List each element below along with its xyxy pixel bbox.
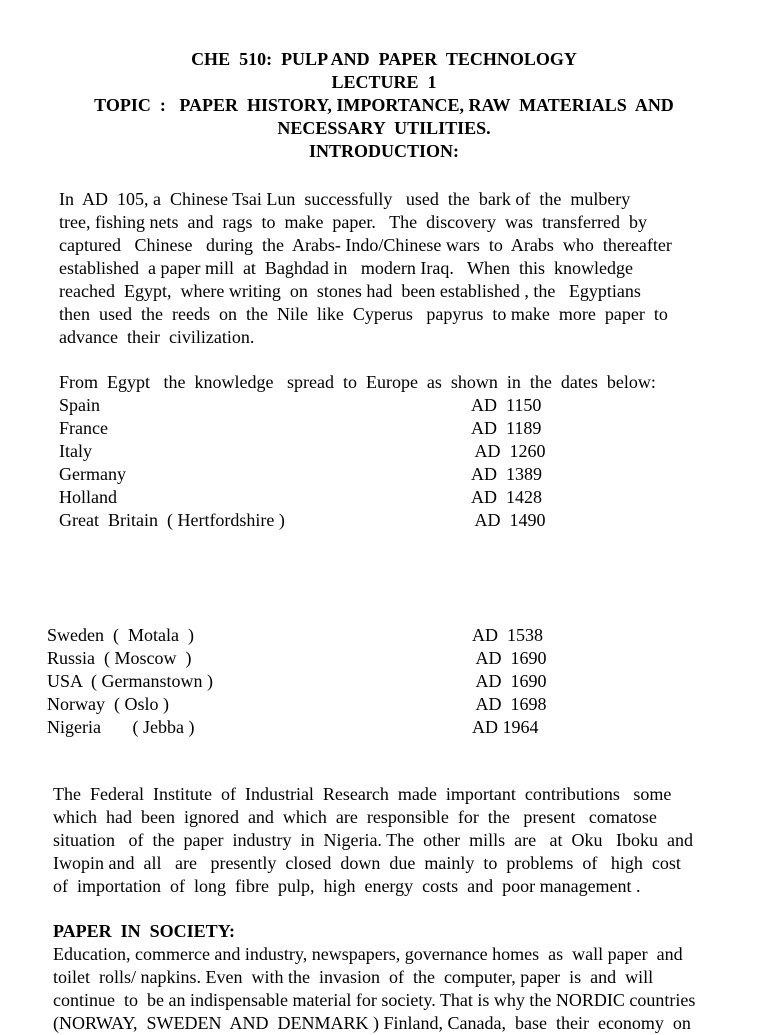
country-name: Norway ( Oslo ) [47, 694, 169, 714]
country-name: Nigeria ( Jebba ) [47, 717, 195, 737]
year-value: AD 1150 [471, 395, 542, 415]
paragraph-line: established a paper mill at Baghdad in modern Iraq. When this knowledge [59, 258, 634, 278]
country-name: France [59, 418, 108, 438]
paragraph-line: then used the reeds on the Nile like Cyperus papyrus to make more paper to [59, 304, 668, 324]
world-dates-list [47, 624, 587, 739]
topic-line-2: NECESSARY UTILITIES. [277, 118, 491, 138]
country-name: Russia ( Moscow ) [47, 648, 192, 668]
year-value: AD 1690 [472, 671, 547, 691]
list-item [47, 693, 587, 716]
paragraph-line: In AD 105, a Chinese Tsai Lun successfully used the bark of the mulbery [59, 189, 631, 209]
year-value: AD 1538 [472, 625, 543, 645]
country-name: USA ( Germanstown ) [47, 671, 213, 691]
year-value: AD 1964 [472, 717, 539, 737]
section-heading-paper-in-society: PAPER IN SOCIETY: [53, 921, 236, 941]
introduction-paragraph [59, 188, 715, 349]
paragraph-line: Education, commerce and industry, newspapers, governance homes as wall paper and [53, 944, 683, 964]
list-item [59, 394, 579, 417]
year-value: AD 1690 [472, 648, 547, 668]
course-title: CHE 510: PULP AND PAPER TECHNOLOGY [191, 49, 577, 69]
paragraph-line: advance their civilization. [59, 327, 255, 347]
year-value: AD 1428 [471, 487, 542, 507]
paragraph-line: Iwopin and all are presently closed down due mainly to problems of high cost [53, 853, 681, 873]
topic-line-1: TOPIC : PAPER HISTORY, IMPORTANCE, RAW MATERIALS AND [94, 95, 674, 115]
paragraph-line: captured Chinese during the Arabs- Indo/Chinese wars to Arabs who thereafter [59, 235, 672, 255]
year-value: AD 1389 [471, 464, 542, 484]
list-item [47, 670, 587, 693]
section-heading-introduction: INTRODUCTION: [308, 141, 459, 161]
year-value: AD 1260 [471, 441, 546, 461]
country-name: Great Britain ( Hertfordshire ) [59, 510, 285, 530]
list-item [59, 509, 579, 532]
country-name: Sweden ( Motala ) [47, 625, 194, 645]
spread-intro-sentence: From Egypt the knowledge spread to Europe as shown in the dates below: [59, 372, 656, 392]
list-item [59, 486, 579, 509]
paragraph-line: toilet rolls/ napkins. Even with the invasion of the computer, paper is and will [53, 967, 654, 987]
paragraph-line: continue to be an indispensable material for society. That is why the NORDIC countries [53, 990, 696, 1010]
country-name: Spain [59, 395, 101, 415]
europe-dates-list [59, 394, 579, 532]
year-value: AD 1490 [471, 510, 546, 530]
lecture-number: LECTURE 1 [331, 72, 437, 92]
list-item [47, 647, 587, 670]
list-item [59, 417, 579, 440]
country-name: Germany [59, 464, 126, 484]
list-item [59, 463, 579, 486]
paragraph-line: of importation of long fibre pulp, high energy costs and poor management . [53, 876, 641, 896]
paragraph-line: (NORWAY, SWEDEN AND DENMARK ) Finland, Canada, base their economy on [53, 1013, 691, 1033]
list-item [47, 716, 587, 739]
list-item [59, 440, 579, 463]
document-header [0, 48, 768, 163]
country-name: Holland [59, 487, 117, 507]
year-value: AD 1189 [471, 418, 542, 438]
society-paragraph [53, 943, 739, 1035]
paragraph-line: which had been ignored and which are responsible for the present comatose [53, 807, 657, 827]
paragraph-line: reached Egypt, where writing on stones had been established , the Egyptians [59, 281, 641, 301]
paragraph-line: The Federal Institute of Industrial Research made important contributions some [53, 784, 672, 804]
paragraph-line: situation of the paper industry in Nigeria. The other mills are at Oku Iboku and [53, 830, 694, 850]
list-item [47, 624, 587, 647]
paragraph-line: tree, fishing nets and rags to make paper. The discovery was transferred by [59, 212, 647, 232]
country-name: Italy [59, 441, 92, 461]
fiir-paragraph [53, 783, 737, 898]
year-value: AD 1698 [472, 694, 547, 714]
